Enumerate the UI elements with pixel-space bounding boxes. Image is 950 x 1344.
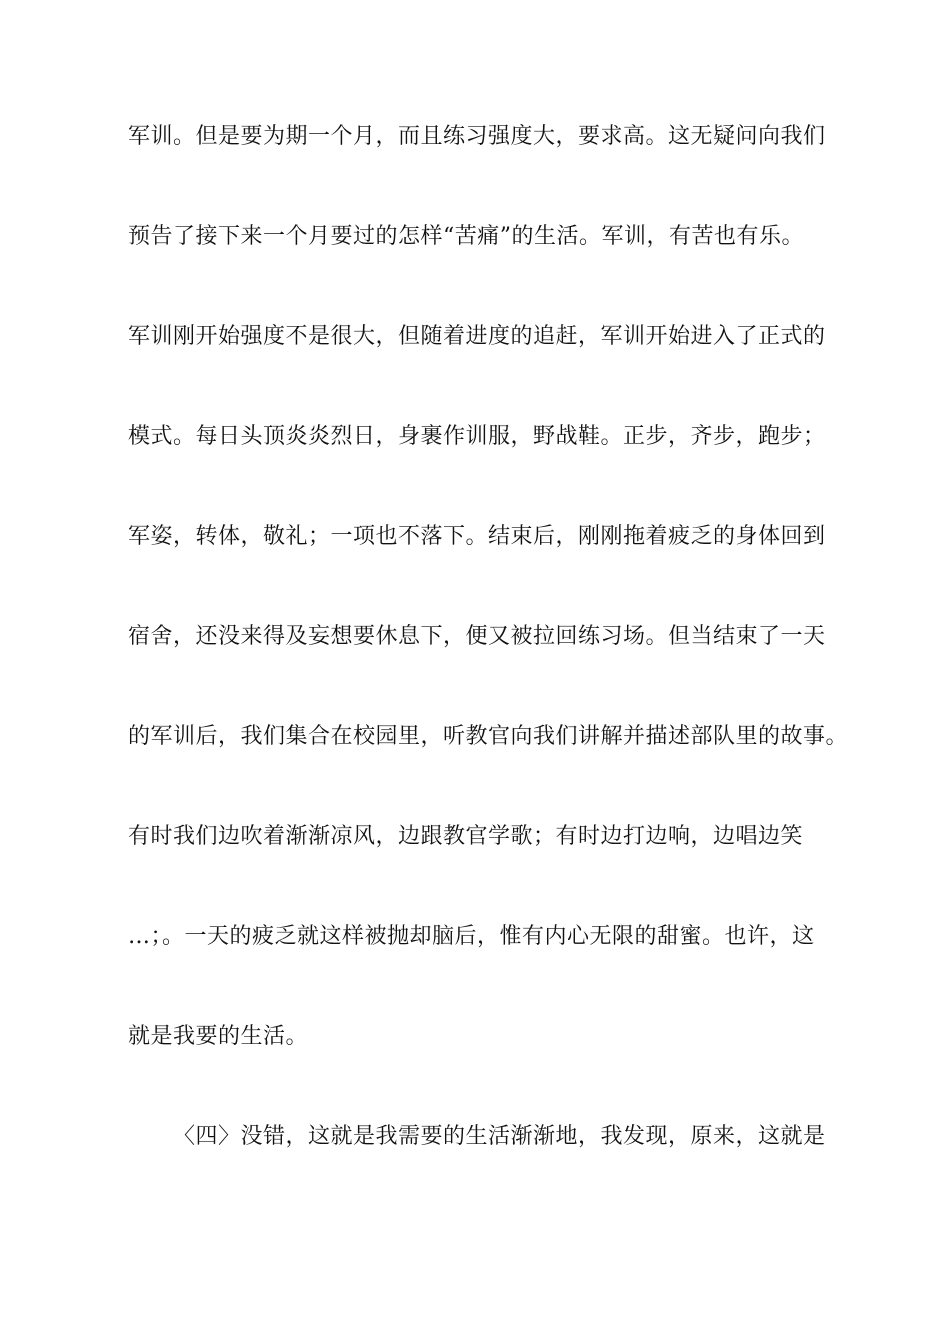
text-line-1: 军训。但是要为期一个月，而且练习强度大，要求高。这无疑问向我们	[128, 124, 826, 149]
text-line-5: 军姿，转体，敬礼；一项也不落下。结束后，刚刚拖着疲乏的身体回到	[128, 524, 826, 549]
text-line-8: 有时我们边吹着渐渐凉风，边跟教官学歌；有时边打边响，边唱边笑	[128, 824, 804, 849]
text-line-9: …；。一天的疲乏就这样被抛却脑后，惟有内心无限的甜蜜。也许，这	[128, 924, 815, 949]
text-line-11: 〈四〉没错，这就是我需要的生活渐渐地，我发现，原来，这就是	[173, 1124, 826, 1149]
text-line-10: 就是我要的生活。	[128, 1024, 309, 1049]
text-line-4: 模式。每日头顶炎炎烈日，身裹作训服，野战鞋。正步，齐步，跑步；	[128, 424, 826, 449]
text-line-2: 预告了接下来一个月要过的怎样“苦痛”的生活。军训，有苦也有乐。	[128, 224, 804, 249]
text-line-6: 宿舍，还没来得及妄想要休息下，便又被拉回练习场。但当结束了一天	[128, 624, 826, 649]
text-line-3: 军训刚开始强度不是很大，但随着进度的追赶，军训开始进入了正式的	[128, 324, 826, 349]
text-line-7: 的军训后，我们集合在校园里，听教官向我们讲解并描述部队里的故事。	[128, 724, 849, 749]
